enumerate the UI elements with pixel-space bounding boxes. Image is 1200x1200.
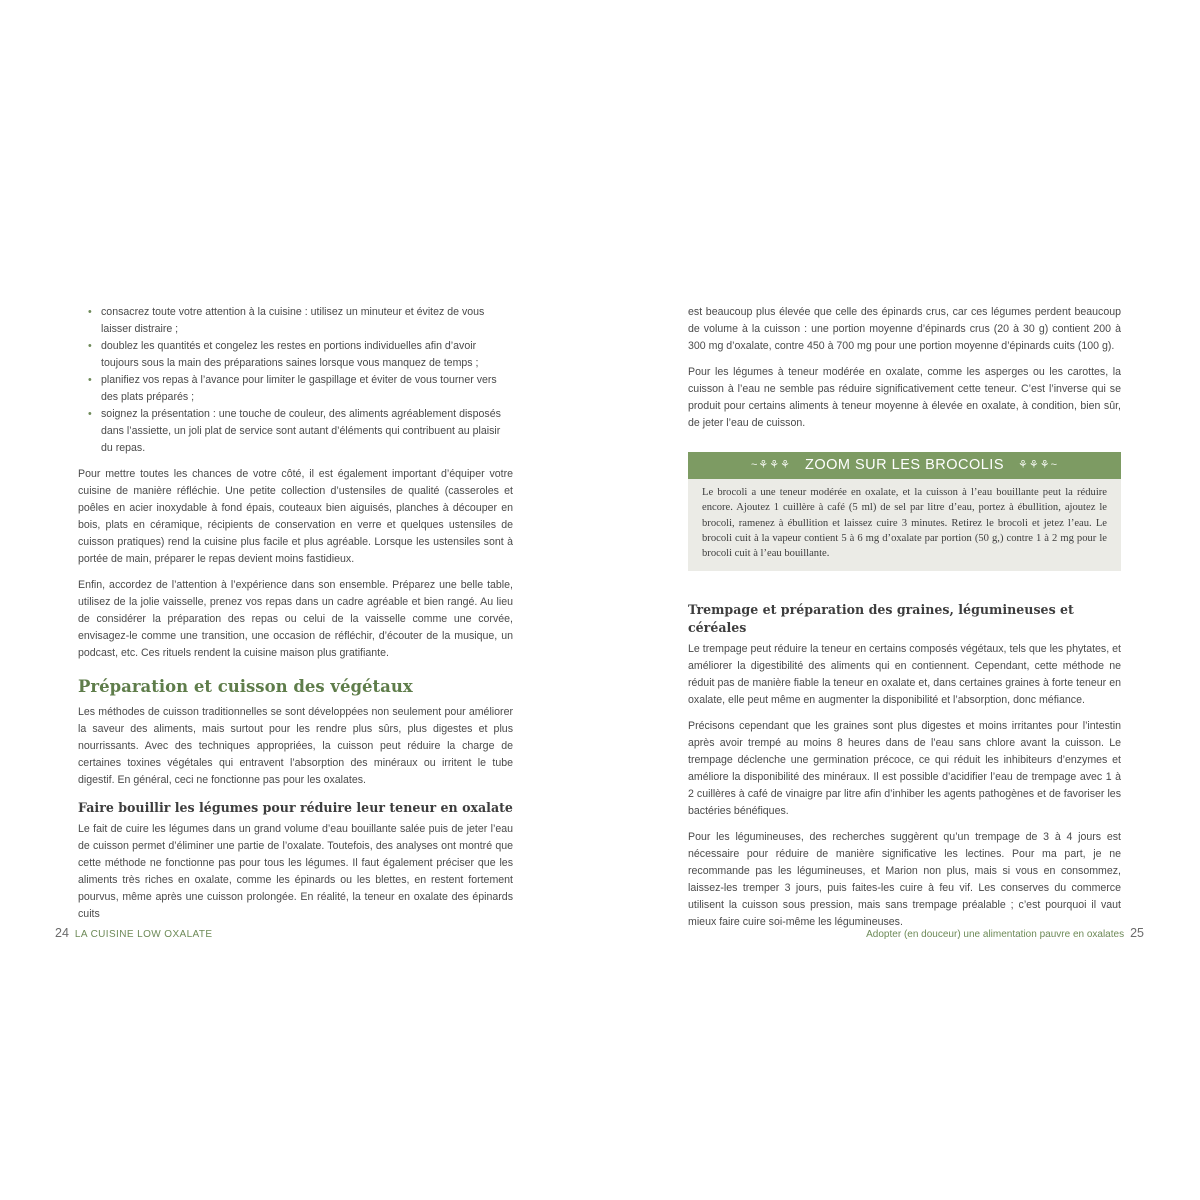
paragraph: Les méthodes de cuisson traditionnelles se sont développées non seulement pour améliorer la saveur des aliments, mais surtout pour les rendre plus sûrs, plus digestes et plus nourrissants. Avec des techniques appropriées, la cuisson peut réduire la charge de certaines toxines végétales qui entravent l’absorption des minéraux ou irritent le tube digestif. En général, ceci ne fonctionne pas pour les oxalates. (78, 706, 513, 786)
subheading: Faire bouillir les légumes pour réduire leur teneur en oxalate (78, 800, 513, 815)
ornament-right-icon: ⚘⚘⚘~ (1018, 459, 1059, 471)
page-number: 25 (1130, 926, 1144, 940)
paragraph: Précisons cependant que les graines sont plus digestes et moins irritantes pour l’intestin après avoir trempé au moins 8 heures dans de l’eau sans chlore avant la cuisson. Le trempage déclenche une germination précoce, ce qui réduit les inhibiteurs d’enzymes et améliore la disponibilité des minéraux. Il est possible d’acidifier l’eau de trempage avec 1 à 2 cuillères à café de vinaigre par litre afin d’inhiber les agents pathogènes et de favoriser les bactéries bénéfiques. (688, 720, 1121, 818)
list-item: • doublez les quantités et congelez les restes en portions individuelles afin d’avoir toujours sous la main des préparations saines lorsque vous manquez de temps ; (88, 338, 513, 372)
paragraph: est beaucoup plus élevée que celle des épinards crus, car ces légumes perdent beaucoup de volume à la cuisson : une portion moyenne d’épinards crus (20 à 30 g) contient 200 à 300 mg d’oxalate, contre 450 à 700 mg pour une portion moyenne d’épinards cuits (100 g). (688, 306, 1121, 352)
section-heading: Préparation et cuisson des végétaux (78, 677, 413, 696)
tips-list (88, 304, 513, 457)
paragraph: Le trempage peut réduire la teneur en certains composés végétaux, tels que les phytates, et améliorer la digestibilité des aliments qui en contiennent. Cependant, cette méthode ne réduit pas de manière fiable la teneur en oxalate et, dans certaines graines à forte teneur en oxalate, elle peut même en augmenter la disponibilité et l’absorption, donc méfiance. (688, 643, 1121, 707)
ornament-left-icon: ~⚘⚘⚘ (750, 459, 791, 471)
paragraph: Pour les légumineuses, des recherches suggèrent qu’un trempage de 3 à 4 jours est nécessaire pour réduire de manière significative les lectines. Pour ma part, je ne recommande pas les légumineuses, et Marion non plus, mais si vous en consommez, laissez-les tremper 3 jours, puis faites-les cuire à feu vif. Les conserves du commerce utilisent la cuisson sous pression, mais sans trempage préalable ; c’est pourquoi il vaut mieux faire cuire soi-même les légumineuses. (688, 831, 1121, 929)
list-item: • consacrez toute votre attention à la cuisine : utilisez un minuteur et évitez de vous laisser distraire ; (88, 304, 513, 338)
book-title: LA CUISINE LOW OXALATE (74, 929, 213, 940)
paragraph: Pour mettre toutes les chances de votre côté, il est également important d’équiper votre cuisine de manière réfléchie. Une petite collection d’ustensiles de qualité (casseroles et poêles en acier inoxydable à fond épais, couteaux bien aiguisés, planches à découper en bois, plats en céramique, récipients de conservation en verre et quelques ustensiles de cuisson pratiques) rend la cuisine plus facile et plus agréable. Lorsque les ustensiles sont à portée de main, préparer le repas devient moins fastidieux. (78, 468, 513, 565)
page-number: 24 (55, 926, 69, 940)
list-item: • planifiez vos repas à l’avance pour limiter le gaspillage et éviter de vous tourner vers des plats préparés ; (88, 372, 513, 406)
left-page-column (78, 304, 513, 932)
zoom-box (688, 452, 1121, 571)
paragraph: Pour les légumes à teneur modérée en oxalate, comme les asperges ou les carottes, la cuisson à l’eau ne semble pas réduire significativement cette teneur. C’est l’inverse qui se produit pour certains aliments à teneur moyenne à élevée en oxalate, à condition, bien sûr, de jeter l’eau de cuisson. (688, 366, 1121, 429)
paragraph: Le fait de cuire les légumes dans un grand volume d’eau bouillante salée puis de jeter l’eau de cuisson permet d’éliminer une partie de l’oxalate. Toutefois, des analyses ont montré que cette méthode ne fonctionne pas pour tous les légumes. Il faut également préciser que les aliments très riches en oxalate, comme les épinards ou les blettes, en restent fortement pourvus, même après une cuisson prolongée. En réalité, la teneur en oxalate des épinards cuits (78, 823, 513, 920)
right-page-column (688, 304, 1121, 940)
running-title: Adopter (en douceur) une alimentation pauvre en oxalates (866, 929, 1125, 940)
right-footer (866, 926, 1144, 940)
zoom-box-title: ZOOM SUR LES BROCOLIS (804, 457, 1005, 473)
zoom-box-text: Le brocoli a une teneur modérée en oxalate, et la cuisson à l’eau bouillante peut la réduire encore. Ajoutez 1 cuillère à café (5 ml) de sel par litre d’eau, portez à ébullition, ajoutez le brocoli, ramenez à ébullition et laissez cuire 3 minutes. Retirez le brocoli et jetez l’eau. Le brocoli cuit à la vapeur contient 5 à 6 mg d’oxalate par portion (50 g,) contre 1 à 2 mg pour le brocoli cuit à l’eau bouillante. (702, 487, 1107, 560)
subheading: Trempage et préparation des graines, légumineuses et céréales (688, 602, 1074, 636)
paragraph: Enfin, accordez de l’attention à l’expérience dans son ensemble. Préparez une belle table, utilisez de la jolie vaisselle, prenez vos repas dans un cadre agréable et bien rangé. Au lieu de considérer la préparation des repas ou celui de la vaisselle comme une corvée, envisagez-le comme une transition, une occasion de réfléchir, d’écouter de la musique, un podcast, etc. Ces rituels rendent la cuisine maison plus gratifiante. (78, 579, 513, 659)
left-footer (55, 926, 212, 940)
list-item: • soignez la présentation : une touche de couleur, des aliments agréablement disposés dans l’assiette, un joli plat de service sont autant d’éléments qui contribuent au plaisir du repas. (88, 406, 513, 457)
zoom-box-header (688, 452, 1121, 479)
